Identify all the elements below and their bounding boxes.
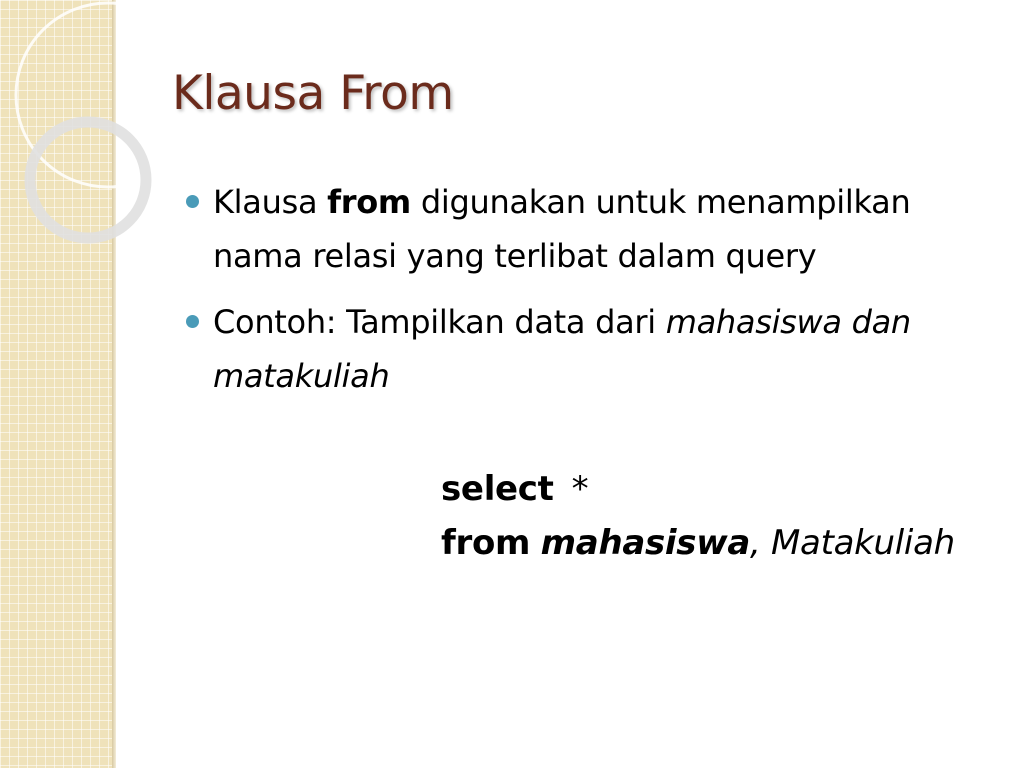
example-tables: mahasiswa dan matakuliah (213, 303, 911, 395)
sql-table-mahasiswa: mahasiswa (540, 523, 750, 563)
sql-from-keyword: from (441, 523, 531, 563)
bullet-text: Klausa (213, 183, 328, 221)
sql-from-line (441, 516, 955, 570)
sql-select-line (441, 462, 955, 516)
sql-table-matakuliah: Matakuliah (771, 523, 955, 563)
sql-star: * (571, 469, 589, 509)
sql-select-keyword: select (441, 469, 554, 509)
sql-example (441, 462, 955, 570)
small-ring (30, 122, 146, 238)
bullet-item-example (184, 295, 974, 403)
bullet-dot-icon (186, 195, 199, 208)
keyword-from: from (327, 183, 411, 221)
sql-separator: , (749, 523, 771, 563)
decorative-rings (0, 0, 130, 260)
bullet-list (184, 175, 974, 415)
slide-title: Klausa From (172, 66, 454, 121)
bullet-text: Contoh: Tampilkan data dari (213, 303, 666, 341)
bullet-item-definition (184, 175, 974, 283)
bullet-dot-icon (186, 315, 199, 328)
bullet-text-continued: digunakan untuk menampilkan nama relasi yang terlibat dalam query (213, 183, 911, 275)
